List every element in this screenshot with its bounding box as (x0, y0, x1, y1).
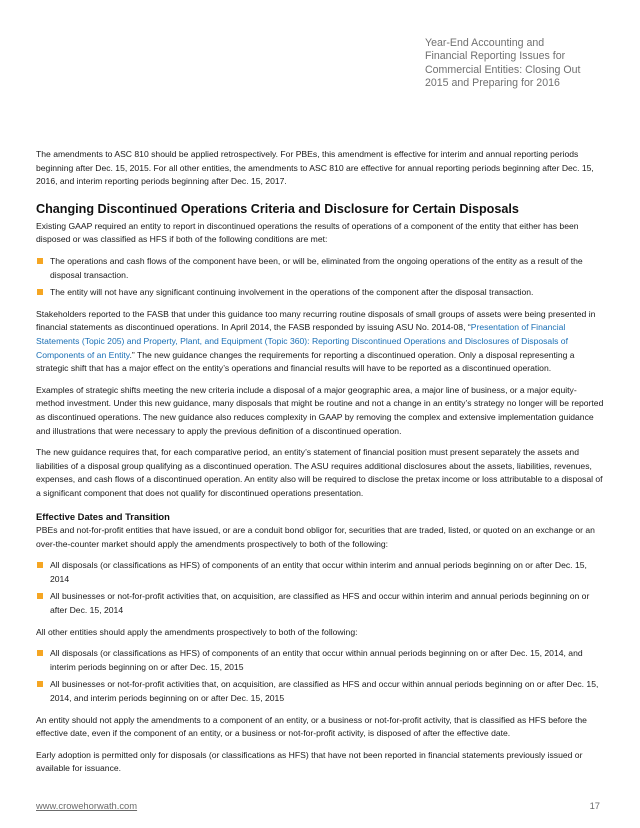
subsection-paragraph: PBEs and not-for-profit entities that have issued, or are a conduit bond obligor for, securities that are traded, listed, or quoted on an exchange or an over-the-counter market should apply the amendments prospectively to both of the following: (36, 525, 595, 549)
bullet-square-icon (37, 593, 43, 599)
pbe-effective-list (36, 559, 604, 617)
asu-2014-08-link[interactable]: Presentation of Financial Statements (Topic 205) and Property, Plant, and Equipment (Topic 360): Reporting Discontinued Operations and Disclosures of Disposals of Components of an Entity (36, 322, 568, 360)
list-item-text: All disposals (or classifications as HFS) of components of an entity that occur within annual periods beginning on or after Dec. 15, 2014, and interim periods beginning on or after Dec. 15, 2015 (50, 648, 583, 672)
section-paragraph: Examples of strategic shifts meeting the new criteria include a disposal of a major geographic area, a major line of business, or a major equity-method investment. Under this new guidance, many disposals that might be routine and not a change in an entity’s strategy no longer will be reported as discontinued operations. The new guidance also reduces complexity in GAAP by removing the complex and extensive implementation guidance and illustrations that were necessary to apply the previous definition of a discontinued operation. (36, 384, 604, 436)
list-item (36, 678, 604, 705)
list-item-text: All disposals (or classifications as HFS) of components of an entity that occur within interim and annual periods beginning on or after Dec. 15, 2014 (50, 560, 587, 584)
list-item-text: The operations and cash flows of the component have been, or will be, eliminated from the ongoing operations of the entity as a result of the disposal transaction. (50, 255, 583, 280)
document-body (36, 148, 604, 784)
section-paragraph: The new guidance requires that, for each comparative period, an entity’s statement of financial position must present separately the assets and liabilities of a disposal group qualifying as a discontinued operation. The ASU requires additional disclosures about the assets, liabilities, revenues, expenses, and cash flows of a discontinued operation. An entity also will be required to disclose the pretax income or loss attributable to a disposal of a significant component that does not qualify for discontinued operations presentation. (36, 447, 603, 498)
section-paragraph: Existing GAAP required an entity to report in discontinued operations the results of operations of a component of the entity that either has been disposed or was classified as HFS if both of the following conditions are met: (36, 220, 579, 245)
header-title-line: Year-End Accounting and (425, 37, 545, 49)
list-item-text: All businesses or not-for-profit activities that, on acquisition, are classified as HFS and occur within annual periods beginning on or after Dec. 15, 2014, and interim periods beginning on or after Dec. 15, 2015 (50, 679, 599, 703)
header-title-line: Commercial Entities: Closing Out (425, 63, 581, 76)
subsection-paragraph: All other entities should apply the amendments prospectively to both of the following: (36, 626, 358, 637)
section-paragraph (36, 308, 604, 376)
header-title-line: Financial Reporting Issues for (425, 50, 566, 63)
list-item (36, 559, 604, 586)
section-heading: Changing Discontinued Operations Criteria and Disclosure for Certain Disposals (36, 201, 519, 216)
bullet-square-icon (37, 681, 43, 687)
conditions-list (36, 255, 604, 300)
other-entities-list (36, 647, 604, 705)
paragraph-text: Stakeholders reported to the FASB that under this guidance too many recurring routine disposals of small groups of assets were being presented in financial statements as discontinued operations. In April 2014, the FASB responded by issuing ASU No. 2014-08, “ (36, 308, 596, 333)
page-number: 17 (589, 800, 600, 811)
subsection-paragraph: An entity should not apply the amendments to a component of an entity, or a business or not-for-profit activity, that is classified as HFS before the effective date, even if the component of an entity, or a business or not-for-profit activity, is disposed of after the effective date. (36, 714, 587, 739)
list-item (36, 286, 604, 300)
list-item (36, 647, 604, 674)
subsection-paragraph: Early adoption is permitted only for disposals (or classifications as HFS) that have not been reported in financial statements previously issued or available for issuance. (36, 749, 583, 774)
document-header (425, 37, 625, 91)
list-item (36, 590, 604, 617)
bullet-square-icon (37, 562, 43, 568)
subsection-heading: Effective Dates and Transition (36, 511, 170, 523)
list-item-text: The entity will not have any significant continuing involvement in the operations of the component after the disposal transaction. (50, 287, 534, 298)
bullet-square-icon (37, 289, 43, 295)
bullet-square-icon (37, 258, 43, 264)
list-item (36, 255, 604, 282)
bullet-square-icon (37, 650, 43, 656)
header-title-line: 2015 and Preparing for 2016 (425, 77, 560, 90)
intro-paragraph: The amendments to ASC 810 should be applied retrospectively. For PBEs, this amendment is effective for interim and annual reporting periods beginning after Dec. 15, 2015. For all other entities, the amendments to ASC 810 are effective for annual reporting periods beginning after Dec. 15, 2016, and interim reporting periods beginning after Dec. 15, 2017. (36, 149, 594, 187)
footer-website-link[interactable]: www.crowehorwath.com (36, 800, 138, 811)
paragraph-text: .” The new guidance changes the requirements for reporting a discontinued operation. Only a disposal representing a strategic shift that has a major effect on the entity’s operations and financial results will have to be reported as a discontinued operation. (36, 349, 575, 374)
list-item-text: All businesses or not-for-profit activities that, on acquisition, are classified as HFS and occur within interim and annual periods beginning on or after Dec. 15, 2014 (50, 591, 590, 616)
